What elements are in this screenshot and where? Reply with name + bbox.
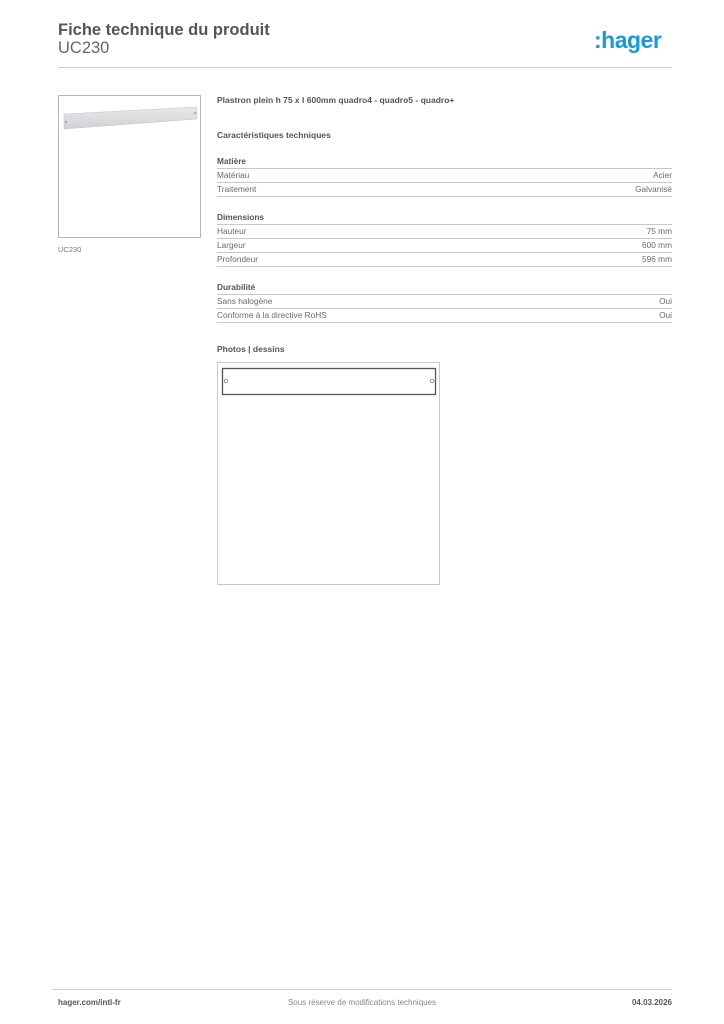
document-title: Fiche technique du produit [58, 21, 270, 39]
spec-row [217, 225, 672, 239]
product-description: Plastron plein h 75 x l 600mm quadro4 - quadro5 - quadro+ [217, 95, 455, 105]
spec-value: 600 mm [642, 240, 672, 250]
spec-value: 596 mm [642, 254, 672, 264]
footer-divider [52, 989, 672, 990]
spec-row [217, 309, 672, 323]
spec-row [217, 253, 672, 267]
group-title: Durabilité [217, 282, 672, 295]
spec-row [217, 183, 672, 197]
spec-value: Oui [659, 310, 672, 320]
spec-value: Galvanisé [635, 184, 672, 194]
panel-outline-drawing-icon [218, 363, 441, 586]
spec-label: Profondeur [217, 254, 259, 264]
spec-label: Conforme à la directive RoHS [217, 310, 327, 320]
hager-logo: :hager [594, 27, 662, 53]
spec-label: Largeur [217, 240, 246, 250]
photos-heading: Photos | dessins [217, 344, 285, 354]
footer-disclaimer: Sous réserve de modifications techniques [287, 998, 437, 1007]
spec-label: Matériau [217, 170, 250, 180]
group-title: Dimensions [217, 212, 672, 225]
blank-panel-photo-icon [59, 96, 202, 239]
product-image [58, 95, 201, 238]
product-reference-title: UC230 [58, 39, 110, 57]
spec-label: Sans halogène [217, 296, 273, 306]
footer-date: 04.03.2026 [631, 998, 672, 1007]
spec-label: Hauteur [217, 226, 247, 236]
product-image-caption: UC230 [58, 245, 82, 254]
group-title: Matière [217, 156, 672, 169]
spec-row [217, 169, 672, 183]
spec-value: Acier [653, 170, 672, 180]
group-dimensions [217, 212, 672, 267]
spec-row [217, 295, 672, 309]
group-durabilite [217, 282, 672, 323]
group-matiere [217, 156, 672, 197]
spec-value: 75 mm [646, 226, 672, 236]
product-details [217, 93, 672, 355]
spec-label: Traitement [217, 184, 257, 194]
spec-value: Oui [659, 296, 672, 306]
characteristics-heading: Caractéristiques techniques [217, 130, 331, 140]
footer-website-link[interactable]: hager.com/intl-fr [58, 998, 121, 1007]
spec-row [217, 239, 672, 253]
technical-drawing [217, 362, 440, 585]
header-divider [58, 67, 672, 68]
